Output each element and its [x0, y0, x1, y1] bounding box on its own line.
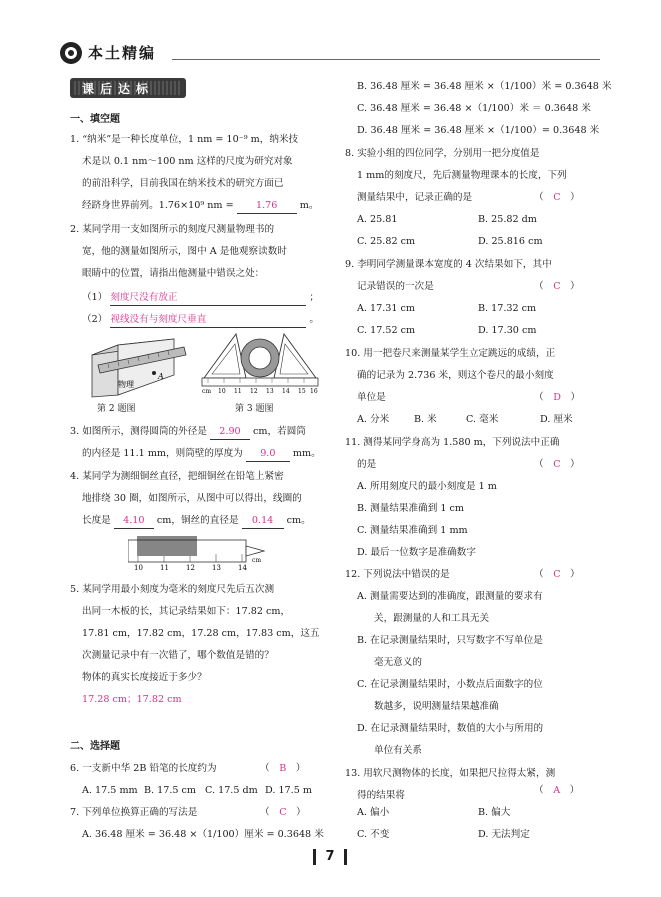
- q5-answer: 17.28 cm；17.82 cm: [82, 694, 182, 705]
- q8-line1: 8. 实验小组的四位同学，分别用一把分度值是: [345, 148, 540, 159]
- q7-stem: 7. 下列单位换算正确的写法是: [70, 807, 198, 818]
- section-title-fill: 一、填空题: [70, 114, 120, 125]
- q1-line1: 1. “纳米”是一种长度单位，1 nm = 10⁻⁹ m，纳米技: [70, 134, 299, 145]
- brand-logo-icon: [60, 42, 82, 64]
- q9-answer: （ C ）: [534, 281, 580, 292]
- q13-option-d: D. 无法判定: [478, 829, 530, 840]
- q3-line2: [82, 447, 321, 462]
- q5-line5: 物体的真实长度接近于多少？: [82, 672, 207, 683]
- q4-line3: [82, 514, 311, 529]
- q5-line4: 次测量记录中有一次错了，哪个数值是错的？: [82, 650, 274, 661]
- q4-line1: 4. 某同学为测细铜丝直径，把细铜丝在铅笔上紧密: [70, 471, 284, 482]
- q13-option-a: A. 偏小: [357, 807, 390, 818]
- q9-option-c: C. 17.52 cm: [357, 325, 416, 336]
- q7-option-c: C. 36.48 厘米 = 36.48 ×（1/100）米 ＝ 0.3648 米: [357, 103, 591, 114]
- q1-line3: 的前沿科学，目前我国在纳米技术的研究方面已: [82, 178, 284, 189]
- q8-option-a: A. 25.81: [357, 214, 398, 225]
- q9-line2: 记录错误的一次是: [357, 281, 434, 292]
- q7-option-d: D. 36.48 厘米 = 36.48 厘米 ×（1/100）= 0.3648 米: [357, 125, 600, 136]
- ruler4-tick-2: 12: [186, 564, 195, 572]
- q2-item2: [82, 313, 319, 328]
- q4-line2: 地排绕 30 圈，如图所示，从图中可以得出，线圈的: [82, 493, 302, 504]
- page-number: 7: [325, 849, 335, 864]
- ruler3-tick-6: 15: [298, 388, 306, 395]
- q10-line1: 10. 用一把卷尺来测量某学生立定跳远的成绩，正: [345, 348, 556, 359]
- q9-option-a: A. 17.31 cm: [357, 303, 416, 314]
- q7-option-b: B. 36.48 厘米 = 36.48 厘米 ×（1/100）米 = 0.3648 米: [357, 81, 612, 92]
- q12-option-c2: 数越多，说明测量结果越准确: [374, 701, 499, 712]
- ruler4-tick-3: 13: [212, 564, 221, 572]
- q11-option-b: B. 测量结果准确到 1 cm: [357, 503, 464, 514]
- q12-answer: （ C ）: [534, 569, 580, 580]
- q2-item1-num: （1）: [82, 292, 108, 303]
- q12-option-b2: 毫无意义的: [374, 657, 422, 668]
- q10-answer: （ D ）: [534, 392, 581, 403]
- ruler3-tick-4: 13: [266, 388, 274, 395]
- q10-option-c: C. 毫米: [466, 414, 499, 425]
- q6-stem: 6. 一支新中华 2B 铅笔的长度约为: [70, 763, 217, 774]
- q11-line1: 11. 测得某同学身高为 1.580 m，下列说法中正确: [345, 437, 560, 448]
- q1-line4-text: 经跻身世界前列。1.76×10⁹ nm =: [82, 200, 234, 211]
- eye-label: A: [158, 372, 164, 381]
- q12-option-d1: D. 在记录测量结果时，数值的大小与所用的: [357, 723, 544, 734]
- ruler3-tick-5: 14: [282, 388, 290, 395]
- q3-line1-text: 3. 如图所示，测得圆筒的外径是: [70, 426, 207, 437]
- q4-answer1: 4.10: [114, 514, 154, 529]
- header-divider: [172, 59, 600, 60]
- q1-line4-end: m。: [299, 200, 319, 211]
- ruler3-tick-1: 10: [218, 388, 226, 395]
- q3-line1: [70, 425, 306, 440]
- q13-answer: （ A ）: [534, 785, 580, 796]
- ruler4-tick-4: 14: [238, 564, 247, 572]
- q8-option-b: B. 25.82 dm: [478, 214, 537, 225]
- ruler3-tick-0: cm: [202, 388, 212, 395]
- q11-option-c: C. 测量结果准确到 1 mm: [357, 525, 468, 536]
- ruler4-tick-1: 11: [160, 564, 169, 572]
- q3-answer2: 9.0: [246, 447, 290, 462]
- q4-line3-text: 长度是: [82, 515, 111, 526]
- section-title-choice: 二、选择题: [70, 741, 120, 752]
- q4-line3-end: cm。: [286, 515, 311, 526]
- q6-option-c: C. 17.5 dm: [205, 785, 258, 796]
- ruler3-tick-2: 11: [234, 388, 242, 395]
- ruler4-tick-0: 10: [134, 564, 143, 572]
- q2-line1: 2. 某同学用一支如图所示的刻度尺测量物理书的: [70, 224, 275, 235]
- figure-4-coil-ruler: [128, 532, 268, 572]
- q12-option-a1: A. 测量需要达到的准确度，跟测量的要求有: [357, 591, 543, 602]
- q4-line3-mid: cm，铜丝的直径是: [156, 515, 239, 526]
- q8-answer: （ C ）: [534, 192, 580, 203]
- q5-line3: 17.81 cm，17.82 cm，17.28 cm，17.83 cm，这五: [82, 628, 320, 639]
- section-badge: [70, 78, 186, 98]
- ruler3-tick-3: 12: [250, 388, 258, 395]
- q12-option-b1: B. 在记录测量结果时，只写数字不写单位是: [357, 635, 543, 646]
- brand-title: 本土精编: [88, 44, 157, 62]
- header: [60, 38, 600, 68]
- q6-option-b: B. 17.5 cm: [144, 785, 197, 796]
- book-label: 物理: [118, 380, 134, 389]
- q10-line2: 确的记录为 2.736 米，则这个卷尺的最小刻度: [357, 370, 554, 381]
- q12-option-c1: C. 在记录测量结果时，小数点后面数字的位: [357, 679, 543, 690]
- figure-2-book-ruler: [88, 335, 188, 400]
- q9-option-d: D. 17.30 cm: [478, 325, 537, 336]
- figure-3-tube-ruler: [200, 330, 320, 400]
- q8-line3: 测量结果中，记录正确的是: [357, 192, 473, 203]
- q10-line3: 单位是: [357, 392, 386, 403]
- q11-line2: 的是: [357, 459, 377, 470]
- q2-answer2: 视线没有与刻度尺垂直: [110, 313, 306, 328]
- q8-option-d: D. 25.816 cm: [478, 236, 543, 247]
- q13-option-b: B. 偏大: [478, 807, 511, 818]
- q10-option-b: B. 米: [414, 414, 437, 425]
- q2-answer1: 刻度尺没有放正: [110, 291, 306, 306]
- q3-line2-end: mm。: [292, 448, 321, 459]
- q2-line2: 宽，他的测量如图所示，图中 A 是他观察读数时: [82, 246, 287, 257]
- q10-option-a: A. 分米: [357, 414, 390, 425]
- q6-option-a: A. 17.5 mm: [82, 785, 138, 796]
- q13-line1: 13. 用软尺测物体的长度，如果把尺拉得太紧，测: [345, 768, 556, 779]
- q13-line2: 得的结果将: [357, 790, 405, 801]
- q3-line1-end: cm，若圆筒: [253, 426, 306, 437]
- q10-option-d: D. 厘米: [540, 414, 573, 425]
- q2-item1-end: ；: [309, 292, 320, 303]
- q2-item1: [82, 291, 319, 306]
- q5-line2: 出同一木板的长，其记录结果如下：17.82 cm，: [82, 606, 291, 617]
- q1-line4: [82, 199, 318, 214]
- q11-option-a: A. 所用刻度尺的最小刻度是 1 m: [357, 481, 497, 492]
- q7-option-a: A. 36.48 厘米 = 36.48 ×（1/100）厘米 = 0.3648 米: [82, 829, 324, 840]
- page-number-box: [313, 848, 347, 866]
- q3-line2-text: 的内径是 11.1 mm，则筒壁的厚度为: [82, 448, 243, 459]
- q11-option-d: D. 最后一位数字是准确数字: [357, 547, 476, 558]
- q9-option-b: B. 17.32 cm: [478, 303, 537, 314]
- q12-stem: 12. 下列说法中错误的是: [345, 569, 450, 580]
- q1-answer: 1.76: [237, 199, 297, 214]
- q7-answer: （ C ）: [260, 807, 306, 818]
- section-badge-label: 课后达标: [82, 82, 155, 96]
- q4-answer2: 0.14: [242, 514, 284, 529]
- q13-option-c: C. 不变: [357, 829, 390, 840]
- q1-line2: 术是以 0.1 nm～100 nm 这样的尺度为研究对象: [82, 156, 293, 167]
- q11-answer: （ C ）: [534, 459, 580, 470]
- ruler3-tick-7: 16: [310, 388, 318, 395]
- q9-line1: 9. 李明同学测量课本宽度的 4 次结果如下，其中: [345, 259, 552, 270]
- q3-answer1: 2.90: [210, 425, 250, 440]
- q12-option-d2: 单位有关系: [374, 745, 422, 756]
- figure-3-caption: 第 3 题图: [235, 404, 274, 414]
- q2-item2-num: （2）: [82, 314, 108, 325]
- q6-option-d: D. 17.5 m: [265, 785, 312, 796]
- q8-option-c: C. 25.82 cm: [357, 236, 416, 247]
- figure-2-caption: 第 2 题图: [97, 404, 136, 414]
- q8-line2: 1 mm的刻度尺，先后测量物理课本的长度，下列: [357, 170, 567, 181]
- q2-line3: 眼睛中的位置，请指出他测量中错误之处：: [82, 268, 265, 279]
- q12-option-a2: 关，跟测量的人和工具无关: [374, 613, 490, 624]
- ruler4-unit: cm: [252, 557, 262, 564]
- q5-line1: 5. 某同学用最小刻度为毫米的刻度尺先后五次测: [70, 584, 275, 595]
- q6-answer: （ B ）: [260, 763, 306, 774]
- q2-item2-end: 。: [309, 314, 320, 325]
